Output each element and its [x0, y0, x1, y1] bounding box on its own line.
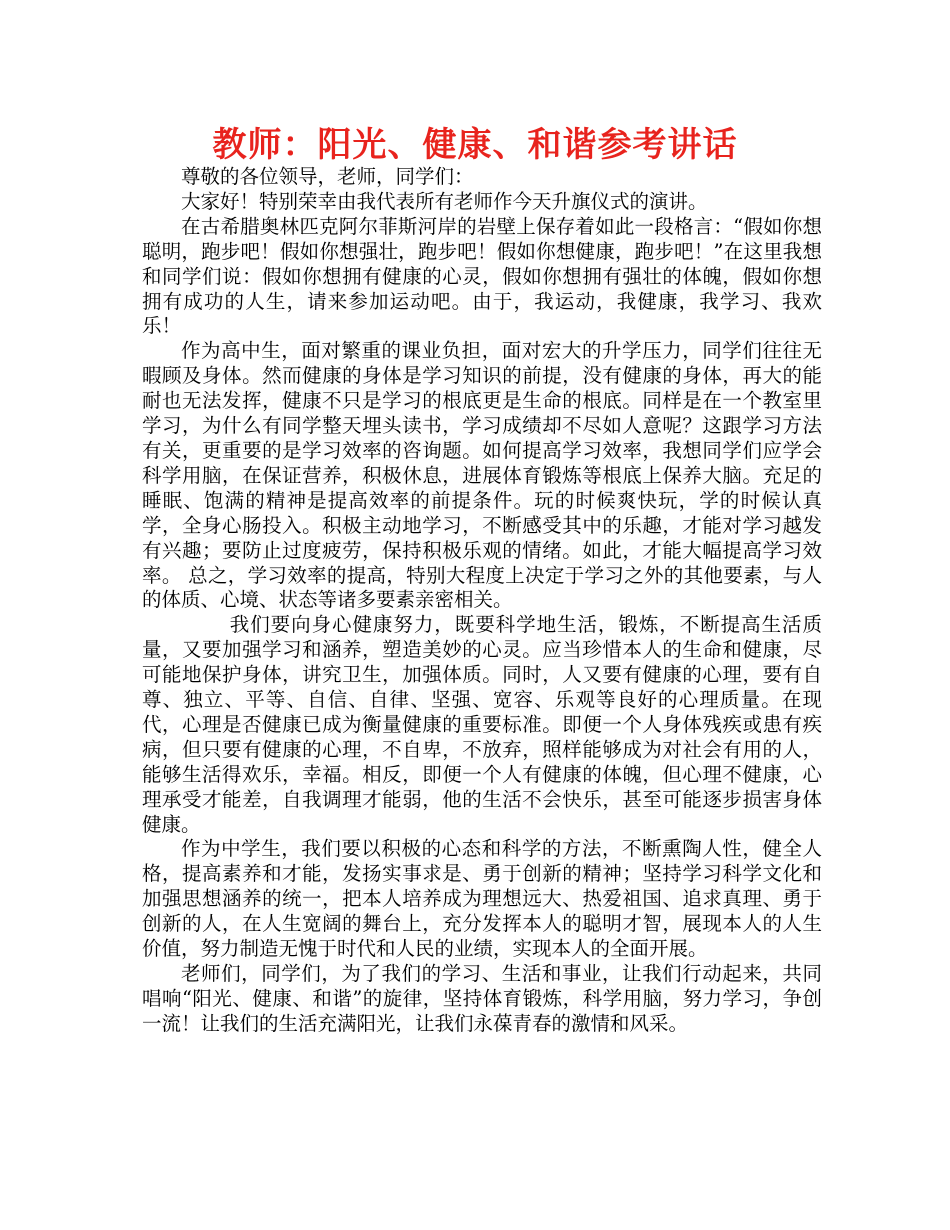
document-title: 教师：阳光、健康、和谐参考讲话: [212, 125, 738, 165]
paragraph-middle-school-students: 作为中学生，我们要以积极的心态和科学的方法，不断熏陶人性，健全人格，提高素养和才能，发扬实事求是、勇于创新的精神；坚持学习科学文化和加强思想涵养的统一，把本人培养成为理想远大、热爱祖国、追求真理、勇于创新的人，在人生宽阔的舞台上，充分发挥本人的聪明才智，展现本人的人生价值，努力制造无愧于时代和人民的业绩，实现本人的全面开展。: [142, 837, 822, 961]
document-body: [142, 165, 822, 1037]
paragraph-greeting: 大家好！特别荣幸由我代表所有老师作今天升旗仪式的演讲。: [181, 189, 708, 213]
paragraph-study-efficiency: 作为高中生，面对繁重的课业负担，面对宏大的升学压力，同学们往往无暇顾及身体。然而健康的身体是学习知识的前提，没有健康的身体，再大的能耐也无法发挥，健康不只是学习的根底更是生命的根底。同样是在一个教室里学习，为什么有同学整天埋头读书，学习成绩却不尽如人意呢？这跟学习方法有关，更重要的是学习效率的咨询题。如何提高学习效率，我想同学们应学会科学用脑，在保证营养，积极休息，进展体育锻炼等根底上保养大脑。充足的睡眠、饱满的精神是提高效率的前提条件。玩的时候爽快玩，学的时候认真学，全身心肠投入。积极主动地学习，不断感受其中的乐趣，才能对学习越发有兴趣；要防止过度疲劳，保持积极乐观的情绪。如此，才能大幅提高学习效率。 总之，学习效率的提高，特别大程度上决定于学习之外的其他要素，与人的体质、心境、状态等诸多要素亲密相关。: [142, 339, 822, 612]
paragraph-mental-health: 我们要向身心健康努力，既要科学地生活，锻炼，不断提高生活质量，又要加强学习和涵养，塑造美妙的心灵。应当珍惜本人的生命和健康，尽可能地保护身体，讲究卫生，加强体质。同时，人又要有健康的心理，要有自尊、独立、平等、自信、自律、坚强、宽容、乐观等良好的心理质量。在现代，心理是否健康已成为衡量健康的重要标准。即便一个人身体残疾或患有疾病，但只要有健康的心理，不自卑，不放弃，照样能够成为对社会有用的人，能够生活得欢乐，幸福。相反，即便一个人有健康的体魄，但心理不健康，心理承受才能差，自我调理才能弱，他的生活不会快乐，甚至可能逐步损害身体健康。: [142, 613, 822, 836]
paragraph-closing: 老师们，同学们，为了我们的学习、生活和事业，让我们行动起来，共同唱响“阳光、健康、和谐”的旋律，坚持体育锻炼，科学用脑，努力学习，争创一流！让我们的生活充满阳光，让我们永葆青春的激情和风采。: [142, 962, 822, 1035]
paragraph-motto: 在古希腊奥林匹克阿尔菲斯河岸的岩壁上保存着如此一段格言：“假如你想聪明，跑步吧！假如你想强壮，跑步吧！假如你想健康，跑步吧！”在这里我想和同学们说：假如你想拥有健康的心灵，假如你想拥有强壮的体魄，假如你想拥有成功的人生，请来参加运动吧。由于，我运动，我健康，我学习、我欢乐！: [142, 214, 822, 338]
paragraph-salutation: 尊敬的各位领导，老师，同学们：: [181, 165, 474, 188]
